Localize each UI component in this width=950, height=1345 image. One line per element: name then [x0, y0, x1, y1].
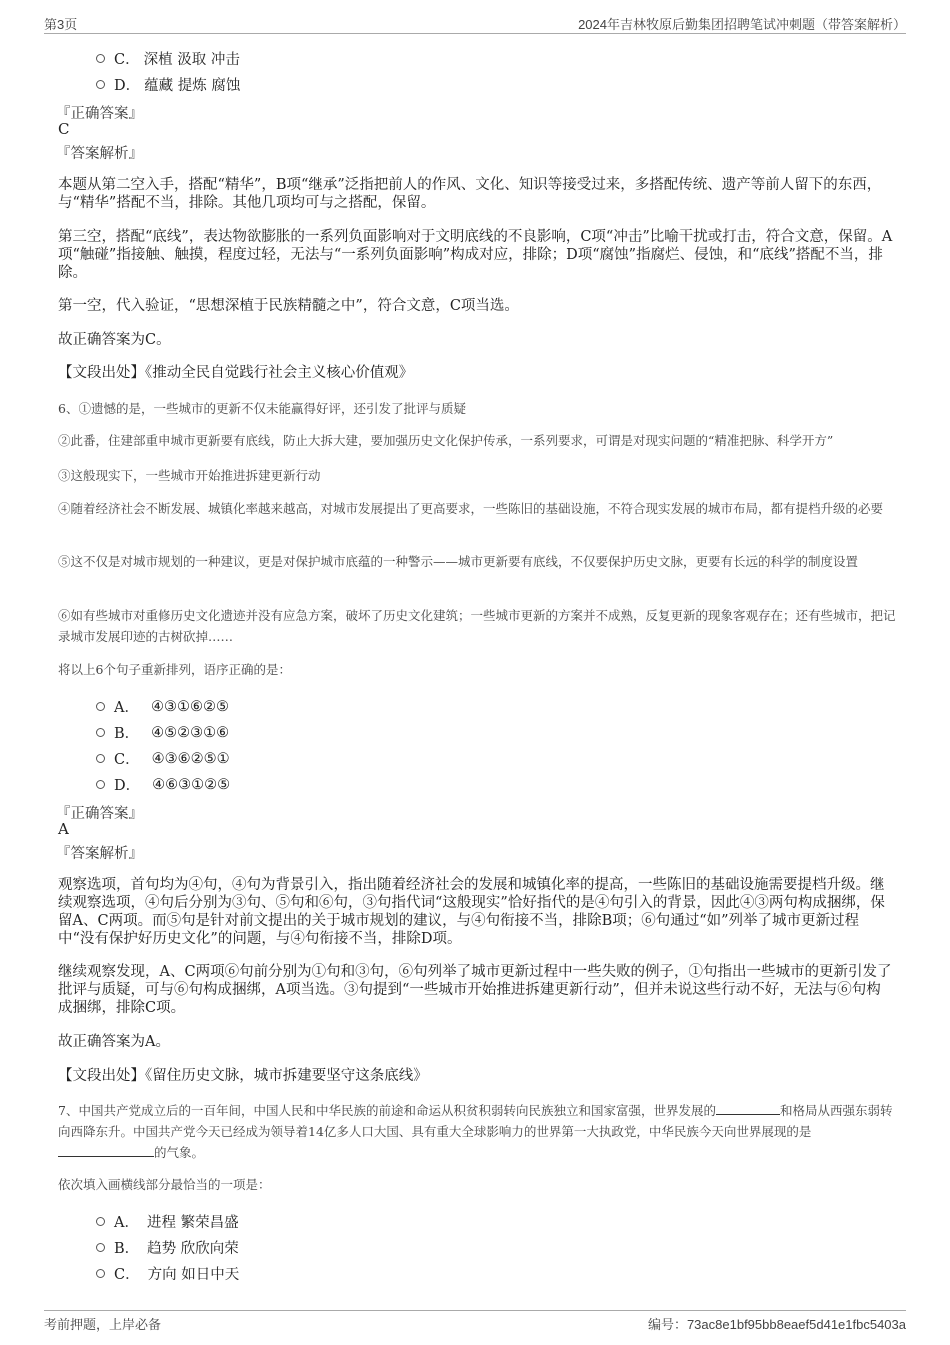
- footer-divider: [44, 1310, 906, 1311]
- document-id: 编号：73ac8e1bf95bb8eaef5d41e1fbc5403a: [647, 1317, 906, 1332]
- analysis-conclusion: 故正确答案为A。: [58, 1034, 170, 1050]
- option-text: 方向 如日中天: [147, 1267, 240, 1283]
- footer-slogan: 考前押题，上岸必备: [44, 1317, 162, 1332]
- fill-blank-2: [58, 1144, 154, 1157]
- question-stem-part2: 和格局从西强东弱转向西降东升。中国共产党今天已经成为领导着14亿多人口大国、具有重大全球影响力的世界第一大执政党，中华民族今天向世界展现的是: [58, 1103, 893, 1139]
- answer-label: 『正确答案』: [56, 106, 143, 122]
- analysis-paragraph: 观察选项，首句均为④句，④句为背景引入，指出随着经济社会的发展和城镇化率的提高，一些陈旧的基础设施需要提档升级。继续观察选项，④句后分别为③句、⑤句和⑥句，③句指代词“这般现实”恰好指代的是④句引入的背景，因此④③两句构成捆绑，保留A、C两项。而⑤句是针对前文提出的关于城市规划的建议，与④句衔接不当，排除B项；⑥句通过“如”列举了城市更新过程中“没有保护好历史文化”的问题，与④句衔接不当，排除D项。: [58, 877, 885, 947]
- document-title: 2024年吉林牧原后勤集团招聘笔试冲刺题（带答案解析）: [578, 17, 906, 32]
- question-sentence: 6、①遗憾的是，一些城市的更新不仅未能赢得好评，还引发了批评与质疑: [58, 401, 466, 416]
- option-text: 进程 繁荣昌盛: [146, 1215, 239, 1231]
- option-letter: A．: [114, 1215, 139, 1231]
- question-prompt: 依次填入画横线部分最恰当的一项是：: [58, 1177, 271, 1192]
- option-text: 趋势 欣欣向荣: [147, 1241, 239, 1257]
- option-letter: C．: [114, 1267, 140, 1283]
- option-text: 蕴藏 提炼 腐蚀: [144, 78, 241, 94]
- question-sentence: ②此番，住建部重申城市更新要有底线，防止大拆大建，要加强历史文化保护传承，一系列要求，可谓是对现实问题的“精准把脉、科学开方”: [58, 433, 834, 448]
- option-letter: D．: [114, 78, 141, 94]
- option-letter: A．: [114, 700, 139, 716]
- answer-label: 『正确答案』: [56, 806, 143, 822]
- analysis-paragraph: 第三空，搭配“底线”，表达物欲膨胀的一系列负面影响对于文明底线的不良影响，C项“冲击”比喻干扰或打击，符合文意，保留。A项“触碰”指接触、触摸，程度过轻，无法与“一系列负面影响”构成对应，排除；D项“腐蚀”指腐烂、侵蚀，和“底线”搭配不当，排除。: [58, 229, 893, 281]
- option-d[interactable]: [96, 74, 240, 95]
- analysis-conclusion: 故正确答案为C。: [58, 332, 171, 348]
- source-citation: 【文段出处】《推动全民自觉践行社会主义核心价值观》: [58, 365, 414, 381]
- option-letter: C．: [114, 52, 140, 68]
- radio-icon[interactable]: [96, 1217, 105, 1226]
- option-letter: C．: [114, 752, 140, 768]
- radio-icon[interactable]: [96, 1243, 105, 1252]
- option-text: ④⑥③①②⑤: [152, 776, 231, 793]
- option-text: ④③①⑥②⑤: [150, 698, 229, 715]
- option-letter: B．: [114, 1241, 140, 1257]
- radio-icon[interactable]: [96, 728, 105, 737]
- option-c[interactable]: [96, 748, 230, 769]
- question-stem-part3: 的气象。: [154, 1145, 205, 1160]
- radio-icon[interactable]: [96, 702, 105, 711]
- analysis-paragraph: 第一空，代入验证，“思想深植于民族精髓之中”，符合文意，C项当选。: [58, 298, 519, 314]
- analysis-label: 『答案解析』: [56, 146, 143, 162]
- answer-value: C: [58, 120, 70, 138]
- header-divider: [44, 33, 906, 34]
- question-stem: [58, 1100, 898, 1163]
- radio-icon[interactable]: [96, 780, 105, 789]
- option-text: ④③⑥②⑤①: [151, 750, 230, 767]
- answer-value: A: [58, 820, 69, 838]
- question-prompt: 将以上6个句子重新排列，语序正确的是：: [58, 662, 291, 677]
- option-a[interactable]: [96, 1211, 239, 1232]
- question-stem-part1: 7、中国共产党成立后的一百年间，中国人民和中华民族的前途和命运从积贫积弱转向民族独立和国家富强，世界发展的: [58, 1103, 716, 1118]
- page-number: 第3页: [44, 17, 78, 32]
- fill-blank-1: [716, 1102, 780, 1115]
- radio-icon[interactable]: [96, 754, 105, 763]
- source-citation: 【文段出处】《留住历史文脉，城市拆建要坚守这条底线》: [58, 1068, 428, 1084]
- question-sentence: ③这般现实下，一些城市开始推进拆建更新行动: [58, 468, 321, 483]
- radio-icon[interactable]: [96, 1269, 105, 1278]
- question-sentence: ⑥如有些城市对重修历史文化遗迹并没有应急方案，破坏了历史文化建筑；一些城市更新的方案并不成熟，反复更新的现象客观存在；还有些城市，把记录城市发展印迹的古树砍掉……: [58, 608, 896, 644]
- option-letter: D．: [114, 778, 141, 794]
- option-b[interactable]: [96, 1237, 239, 1258]
- option-b[interactable]: [96, 722, 229, 743]
- radio-icon[interactable]: [96, 54, 105, 63]
- radio-icon[interactable]: [96, 80, 105, 89]
- option-text: ④⑤②③①⑥: [151, 724, 230, 741]
- option-a[interactable]: [96, 696, 229, 717]
- option-c[interactable]: [96, 48, 240, 69]
- option-text: 深植 汲取 冲击: [143, 52, 240, 68]
- option-letter: B．: [114, 726, 140, 742]
- analysis-paragraph: 本题从第二空入手，搭配“精华”，B项“继承”泛指把前人的作风、文化、知识等接受过来，多搭配传统、遗产等前人留下的东西，与“精华”搭配不当，排除。其他几项均可与之搭配，保留。: [58, 177, 882, 211]
- analysis-label: 『答案解析』: [56, 846, 143, 862]
- option-d[interactable]: [96, 774, 230, 795]
- option-c[interactable]: [96, 1263, 239, 1284]
- question-sentence: ⑤这不仅是对城市规划的一种建议，更是对保护城市底蕴的一种警示——城市更新要有底线，不仅要保护历史文脉，更要有长远的科学的制度设置: [58, 554, 859, 569]
- analysis-paragraph: 继续观察发现，A、C两项⑥句前分别为①句和③句，⑥句列举了城市更新过程中一些失败的例子，①句指出一些城市的更新引发了批评与质疑，可与⑥句构成捆绑，A项当选。③句提到“一些城市开始推进拆建更新行动”，但并未说这些行动不好，无法与⑥句构成捆绑，排除C项。: [58, 964, 892, 1016]
- question-sentence: ④随着经济社会不断发展、城镇化率越来越高，对城市发展提出了更高要求，一些陈旧的基础设施，不符合现实发展的城市布局，都有提档升级的必要: [58, 501, 884, 516]
